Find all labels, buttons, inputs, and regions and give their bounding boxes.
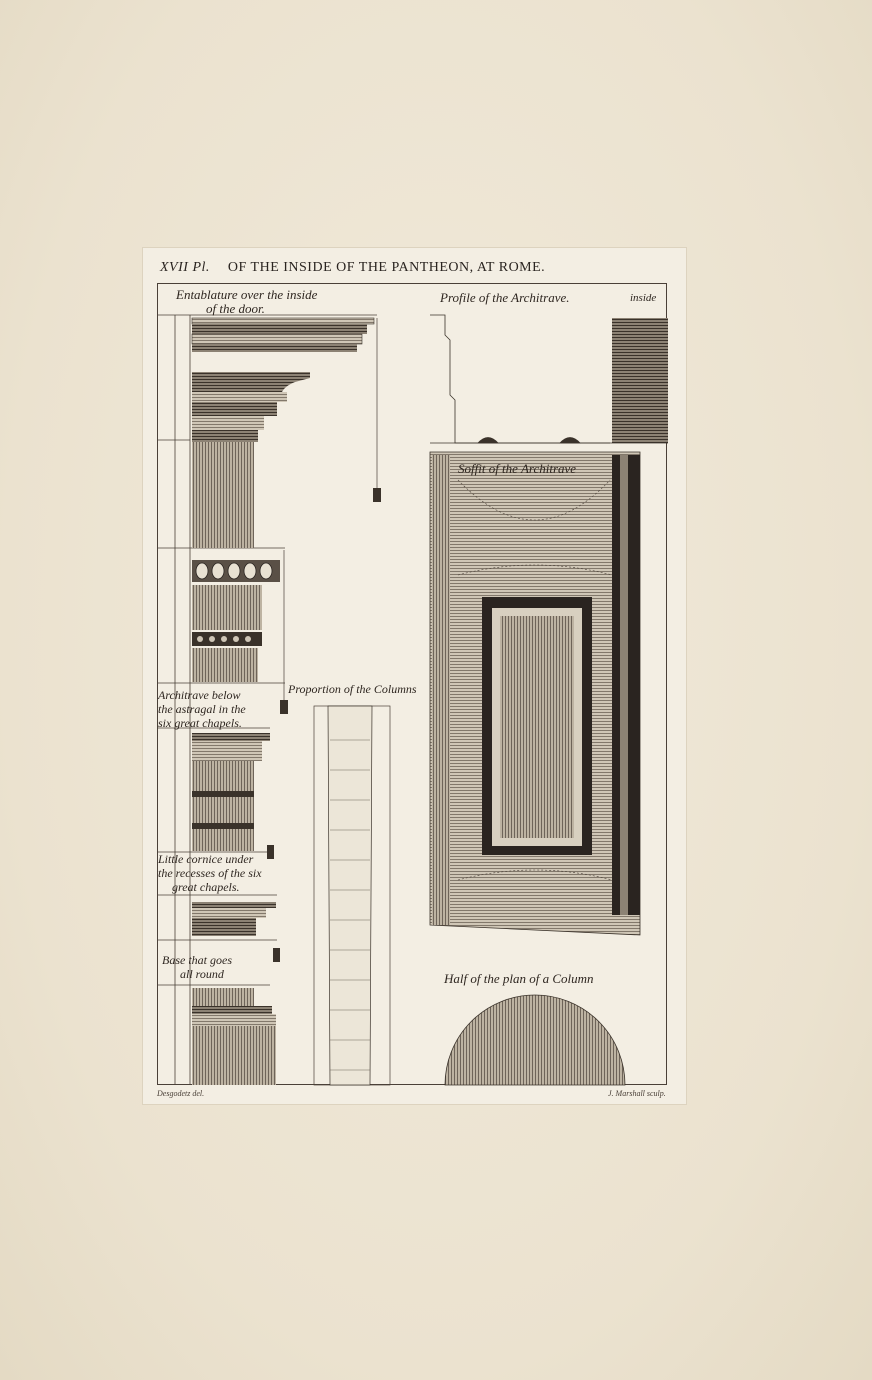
architrave-chapels-profile	[192, 733, 274, 859]
caption-base: Base that goes all round	[162, 953, 232, 981]
column-proportion	[314, 706, 390, 1085]
caption-half-plan: Half of the plan of a Column	[444, 971, 594, 986]
caption-soffit-architrave: Soffit of the Architrave	[458, 461, 577, 476]
caption-entablature: Entablature over the inside of the door.	[176, 287, 318, 316]
caption-inside: inside	[630, 292, 657, 304]
caption-little-cornice: Little cornice under the recesses of the six great chapels.	[158, 852, 262, 894]
credit-delineator: Desgodetz del.	[157, 1089, 205, 1098]
soffit-plan	[430, 452, 640, 935]
credit-engraver: J. Marshall sculp.	[608, 1089, 666, 1098]
base-profile	[192, 988, 276, 1085]
column-half-plan	[445, 995, 625, 1085]
architrave-profile-top	[430, 315, 668, 443]
caption-proportion-columns: Proportion of the Columns	[288, 682, 417, 696]
plate-title-text: OF THE INSIDE OF THE PANTHEON, AT ROME.	[227, 260, 546, 275]
plate-number: XVII Pl.	[160, 260, 210, 275]
caption-profile-architrave: Profile of the Architrave.	[440, 290, 570, 305]
caption-architrave-below: Architrave below the astragal in the six great chapels.	[158, 688, 246, 730]
entablature-profile	[192, 318, 381, 548]
